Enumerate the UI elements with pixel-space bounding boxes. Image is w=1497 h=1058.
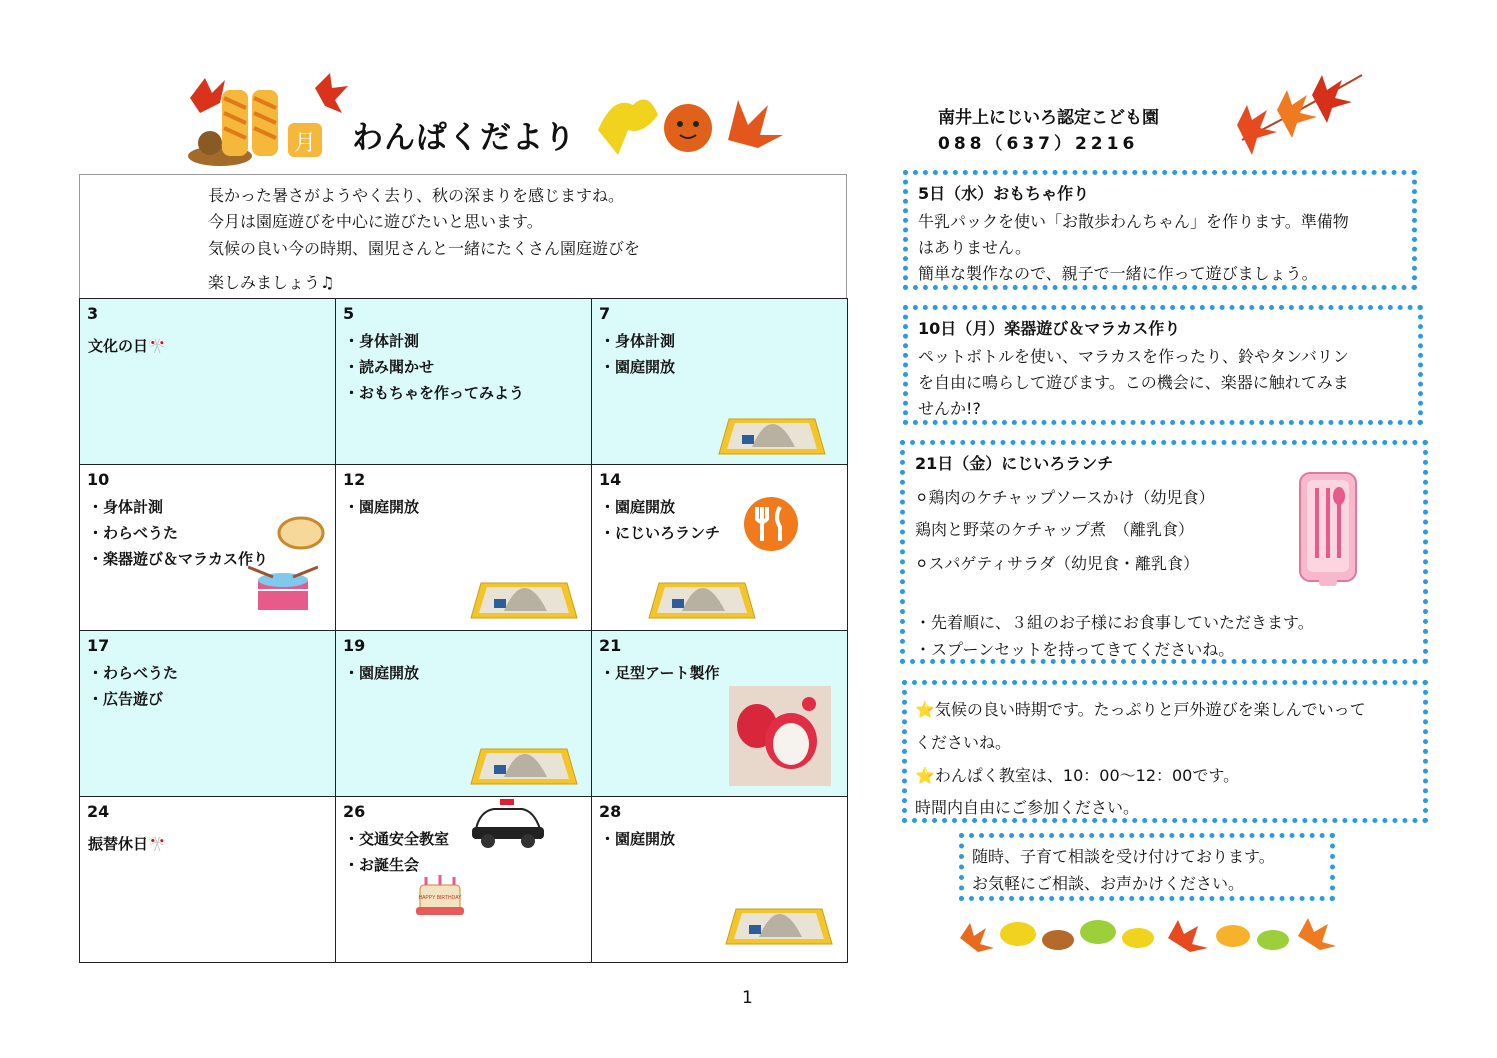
intro-line: 今月は園庭遊びを中心に遊びたいと思います。 [208,212,543,231]
calendar-cell [336,797,592,963]
day-number: 7 [599,304,611,323]
event-item: ・楽器遊び＆マラカス作り [88,550,269,568]
day-number: 3 [87,304,99,323]
sandbox-icon [469,563,579,621]
cutlery-icon [740,495,802,553]
event-item: ・園庭開放 [600,498,676,516]
calendar-cell [80,299,336,465]
org-name: 南井上にじいろ認定こども園 [938,108,1159,128]
sandbox-icon [469,729,579,787]
day-number: 12 [343,470,366,489]
event-item: ・園庭開放 [600,358,676,376]
notice-line: ⭐わんぱく教室は、10：00〜12：00です。 [915,766,1240,785]
calendar-cell [80,631,336,797]
chestnut-icon [664,104,712,152]
day-number: 28 [599,802,622,821]
event-item: ・園庭開放 [344,664,420,682]
event-item: 文化の日🎌 [88,337,167,355]
event-item: ・広告遊び [88,690,164,708]
notice-line: 時間内自由にご参加ください。 [915,798,1140,817]
event-item: ・園庭開放 [344,498,420,516]
info-box-notice [902,680,1428,823]
calendar-cell [80,797,336,963]
box-note: ・先着順に、３組のお子様にお食事していただきます。 [915,613,1314,632]
menu-item: 鶏肉と野菜のケチャップ煮 （離乳食） [915,520,1194,539]
day-number: 17 [87,636,110,655]
consult-line: 随時、子育て相談を受け付けております。 [972,847,1275,866]
maple-leaf-icon [728,100,783,148]
consult-line: お気軽にご相談、お声かけください。 [972,874,1245,893]
spoon-set-icon [1297,470,1359,590]
autumn-leaves-garland [958,908,1338,964]
event-item: ・にじいろランチ [600,524,721,542]
sandbox-icon [647,563,757,621]
drum-icon [248,565,318,615]
calendar-cell [592,631,848,797]
event-item: ・読み聞かせ [344,358,435,376]
tambourine-icon [276,513,326,553]
event-item: ・交通安全教室 [344,830,450,848]
notice-line: くださいね。 [915,733,1012,752]
org-phone: 088（637）2216 [938,134,1139,154]
day-number: 21 [599,636,622,655]
calendar-cell [80,465,336,631]
box-title: 5日（水）おもちゃ作り [918,184,1090,203]
day-number: 10 [87,470,110,489]
event-item: ・おもちゃを作ってみよう [344,384,525,402]
day-number: 26 [343,802,366,821]
info-box-lunch [900,440,1428,664]
info-box-toy-making [903,170,1417,290]
menu-item: ⚪鶏肉のケチャップソースかけ（幼児食） [915,488,1215,507]
event-item: ・身体計測 [344,332,420,350]
event-item: ・わらべうた [88,524,179,542]
event-item: 振替休日🎌 [88,835,167,853]
info-box-instrument-play [903,305,1423,425]
police-car-icon [470,797,546,849]
intro-line: 楽しみましょう♫ [208,273,335,292]
box-line: せんか!? [918,399,981,418]
month-badge-illustration [180,68,355,168]
day-number: 5 [343,304,355,323]
autumn-decoration [588,80,788,165]
box-line: 牛乳パックを使い「お散歩わんちゃん」を作ります。準備物 [918,212,1349,231]
calendar-cell [592,299,848,465]
footprint-art-photo [729,686,831,786]
event-item: ・足型アート製作 [600,664,720,682]
squirrel-icon [198,131,222,155]
cake-text: HAPPY BIRTHDAY [418,895,462,901]
newsletter-title: わんぱくだより [352,120,576,156]
ginkgo-leaf-icon [598,99,658,155]
sandbox-icon [717,399,827,457]
day-number: 14 [599,470,622,489]
month-suffix: 月 [293,130,317,155]
calendar-cell [592,797,848,963]
calendar-cell [592,465,848,631]
event-item: ・わらべうた [88,664,179,682]
box-title: 10日（月）楽器遊び＆マラカス作り [918,319,1181,338]
box-line: 簡単な製作なので、親子で一緒に作って遊びましょう。 [918,264,1318,283]
maple-leaf-icon [190,78,225,113]
menu-item: ⚪スパゲティサラダ（幼児食・離乳食） [915,554,1199,573]
event-item: ・身体計測 [600,332,676,350]
box-line: を自由に鳴らして遊びます。この機会に、楽器に触れてみま [918,373,1349,392]
box-note: ・スプーンセットを持ってきてくださいね。 [915,640,1235,659]
intro-line: 気候の良い今の時期、園児さんと一緒にたくさん園庭遊びを [208,239,641,258]
event-item: ・お誕生会 [344,856,420,874]
box-title: 21日（金）にじいろランチ [915,454,1114,473]
calendar-cell [336,299,592,465]
maple-branch-icon [1222,70,1367,165]
box-line: ペットボトルを使い、マラカスを作ったり、鈴やタンバリン [918,347,1349,366]
calendar-cell [336,465,592,631]
intro-line: 長かった暑さがようやく去り、秋の深まりを感じますね。 [208,186,625,205]
sandbox-icon [724,889,834,947]
intro-message [79,174,847,298]
event-item: ・身体計測 [88,498,164,516]
maple-leaf-icon [315,73,348,113]
birthday-cake-icon [412,867,468,919]
notice-line: ⭐気候の良い時期です。たっぷりと戸外遊びを楽しんでいって [915,700,1366,719]
calendar-cell [336,631,592,797]
page-number: 1 [742,988,753,1008]
day-number: 19 [343,636,366,655]
event-calendar [79,298,848,963]
day-number: 24 [87,802,110,821]
box-line: はありません。 [918,238,1031,257]
event-item: ・園庭開放 [600,830,676,848]
info-box-consultation [959,833,1335,901]
